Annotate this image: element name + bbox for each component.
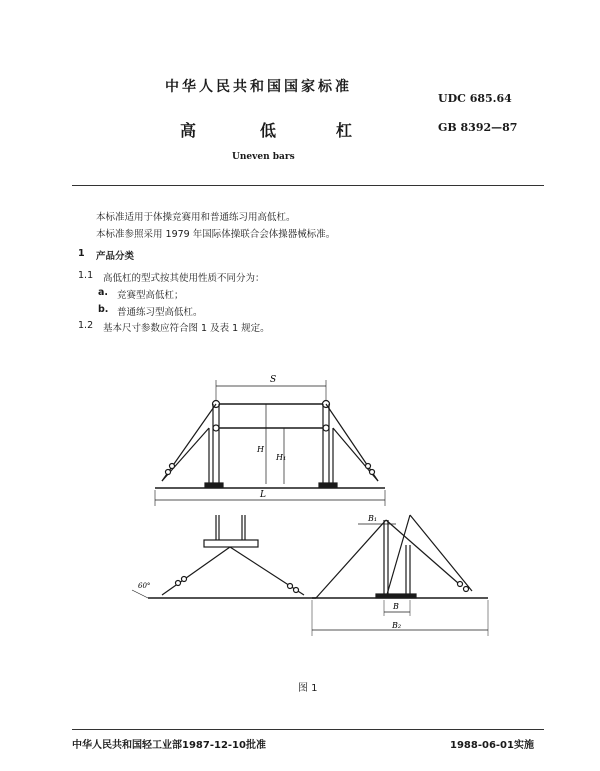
clause-1-1-text: 高低杠的型式按其使用性质不同分为： bbox=[103, 273, 265, 284]
item-a-text: 竞赛型高低杠； bbox=[117, 290, 184, 301]
intro-line-2: 本标准参照采用 1979 年国际体操联合会体操器械标准。 bbox=[96, 229, 336, 240]
clause-1-2-number: 1.2 bbox=[78, 320, 94, 331]
gb-code: GB 8392—87 bbox=[438, 121, 518, 134]
side-view-left bbox=[132, 515, 316, 598]
title-char-3: 杠 bbox=[336, 121, 353, 140]
figure-caption: 图 1 bbox=[298, 683, 318, 694]
english-title: Uneven bars bbox=[232, 152, 295, 162]
dim-label-h: H bbox=[257, 445, 264, 454]
title-char-1: 高 bbox=[180, 121, 197, 140]
clause-1-1-number: 1.1 bbox=[78, 270, 94, 281]
dim-label-l: L bbox=[260, 490, 266, 500]
side-view-right bbox=[312, 515, 488, 636]
approval-line: 中华人民共和国轻工业部1987-12-10批准 bbox=[72, 740, 266, 751]
section-1-number: 1 bbox=[78, 248, 85, 259]
dim-label-s: S bbox=[270, 375, 277, 385]
intro-line-1: 本标准适用于体操竞赛用和普通练习用高低杠。 bbox=[96, 212, 296, 223]
dim-label-angle: 60° bbox=[138, 582, 151, 590]
title-char-2: 低 bbox=[260, 121, 277, 140]
section-1-title: 产品分类 bbox=[96, 251, 135, 262]
dim-label-h1: H₁ bbox=[276, 453, 287, 462]
dim-label-b2: B₂ bbox=[392, 621, 402, 630]
item-b-label: b. bbox=[98, 304, 109, 315]
dim-label-b1: B₁ bbox=[368, 514, 378, 523]
dim-label-b: B bbox=[393, 602, 399, 611]
front-view bbox=[155, 380, 385, 506]
implementation-date: 1988-06-01实施 bbox=[450, 740, 534, 751]
clause-1-2-text: 基本尺寸参数应符合图 1 及表 1 规定。 bbox=[103, 323, 270, 334]
footer-rule bbox=[72, 729, 544, 730]
standard-title: 中华人民共和国国家标准 bbox=[165, 79, 352, 95]
udc-code: UDC 685.64 bbox=[438, 92, 512, 105]
item-a-label: a. bbox=[98, 287, 109, 298]
item-b-text: 普通练习型高低杠。 bbox=[117, 307, 203, 318]
